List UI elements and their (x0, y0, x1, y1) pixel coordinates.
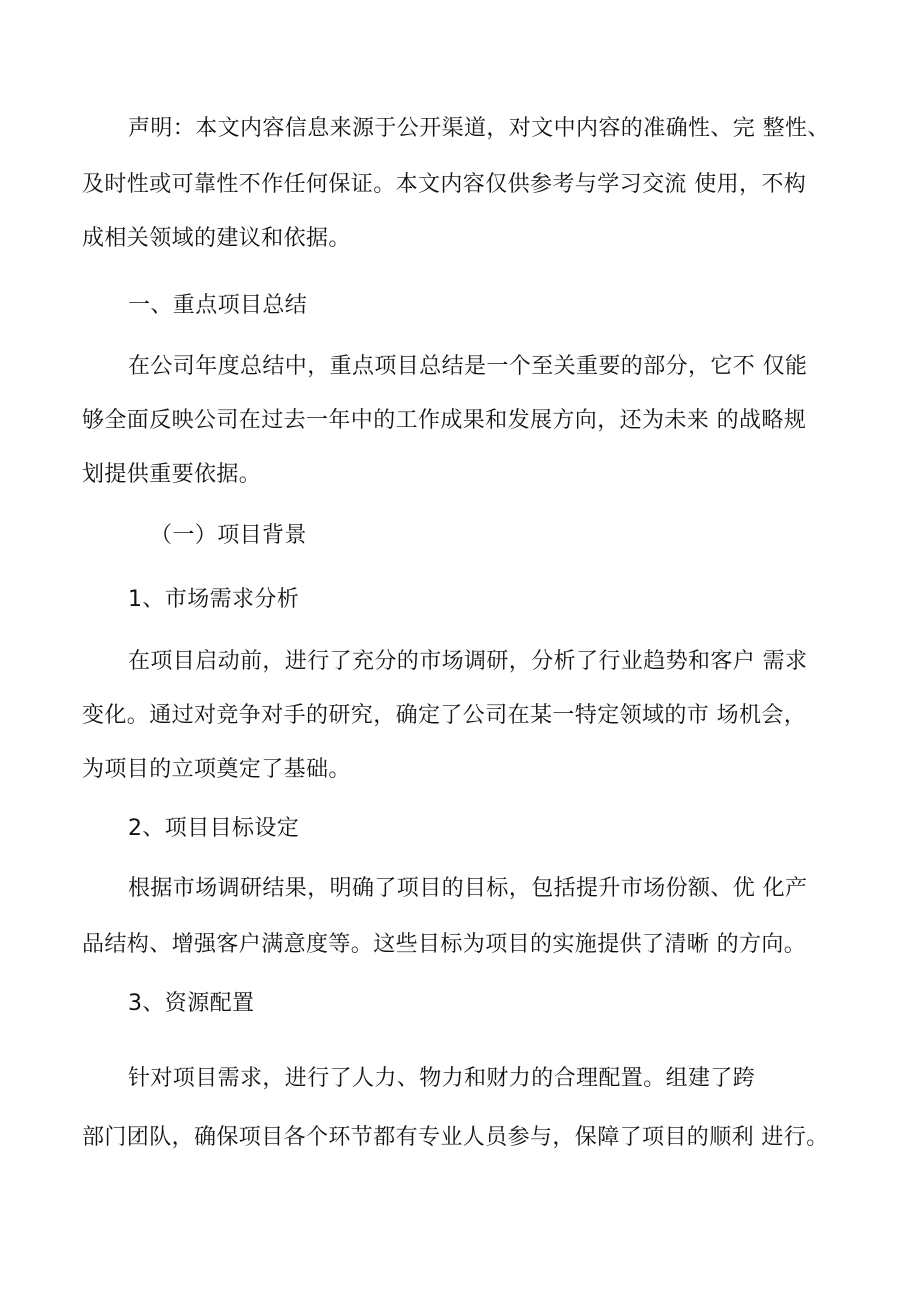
disclaimer-line: 声明：本文内容信息来源于公开渠道，对文中内容的准确性、完 整性、 (128, 116, 830, 141)
item-line: 品结构、增强客户满意度等。这些目标为项目的实施提供了清晰 的方向。 (82, 932, 807, 957)
disclaimer-line: 及时性或可靠性不作任何保证。本文内容仅供参考与学习交流 使用，不构 (82, 172, 807, 197)
item-heading: 3、资源配置 (128, 991, 255, 1016)
disclaimer-line: 成相关领域的建议和依据。 (82, 226, 351, 251)
item-heading: 1、市场需求分析 (128, 587, 300, 612)
intro-line: 划提供重要依据。 (82, 462, 262, 487)
item-line: 变化。通过对竞争对手的研究，确定了公司在某一特定领域的市 场机会， (82, 703, 807, 728)
intro-line: 在公司年度总结中，重点项目总结是一个至关重要的部分，它不 仅能 (128, 354, 808, 379)
section-heading: 一、重点项目总结 (128, 293, 308, 318)
item-line: 在项目启动前，进行了充分的市场调研，分析了行业趋势和客户 需求 (128, 649, 808, 674)
item-line: 针对项目需求，进行了人力、物力和财力的合理配置。组建了跨 (128, 1066, 756, 1091)
item-line: 根据市场调研结果，明确了项目的目标，包括提升市场份额、优 化产 (128, 876, 808, 901)
item-line: 为项目的立项奠定了基础。 (82, 757, 351, 782)
subsection-heading: （一）项目背景 (150, 523, 307, 548)
intro-line: 够全面反映公司在过去一年中的工作成果和发展方向，还为未来 的战略规 (82, 408, 807, 433)
item-line: 部门团队，确保项目各个环节都有专业人员参与，保障了项目的顺利 进行。 (82, 1125, 829, 1150)
item-heading: 2、项目目标设定 (128, 816, 300, 841)
